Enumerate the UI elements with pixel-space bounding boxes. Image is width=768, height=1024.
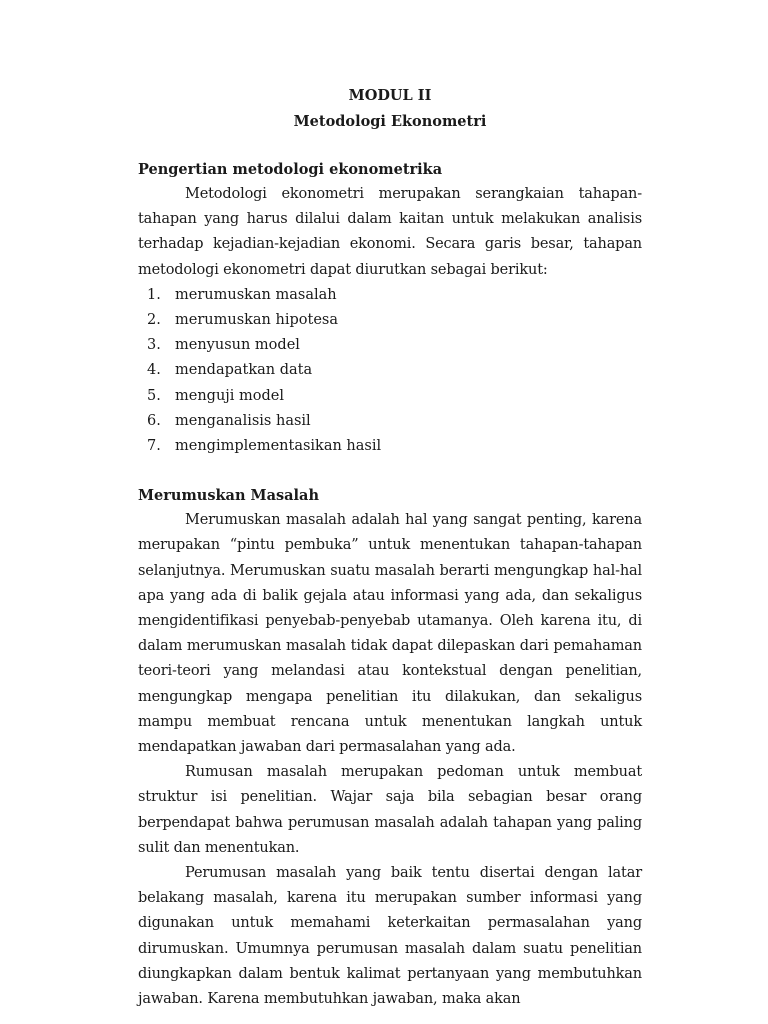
body-paragraph: Merumuskan masalah adalah hal yang sangat penting, karena merupakan “pintu pembuka” untuk menentukan tahapan-tahapan selanjutnya. Merumuskan suatu masalah berarti mengungkap hal-hal apa yang ada di balik gejala atau informasi yang ada, dan sekaligus mengidentifikasi penyebab-penyebab utamanya. Oleh karena itu, di dalam merumuskan masalah tidak dapat dilepaskan dari pemahaman teori-teori yang melandasi atau kontekstual dengan penelitian, mengungkap mengapa penelitian itu dilakukan, dan sekaligus mampu membuat rencana untuk menentukan langkah untuk mendapatkan jawaban dari permasalahan yang ada. <box>138 512 642 756</box>
module-title: MODUL II <box>348 87 432 104</box>
list-item <box>138 358 642 383</box>
list-item-text: menganalisis hasil <box>175 412 311 429</box>
body-paragraph: Rumusan masalah merupakan pedoman untuk membuat struktur isi penelitian. Wajar saja bila sebagian besar orang berpendapat bahwa perumusan masalah adalah tahapan yang paling sulit dan menentukan. <box>138 764 642 856</box>
list-item-text: menyusun model <box>175 337 300 354</box>
list-item-number: 1. <box>147 286 161 303</box>
module-subtitle: Metodologi Ekonometri <box>293 113 487 130</box>
list-item-text: mendapatkan data <box>175 362 313 379</box>
list-item <box>138 308 642 333</box>
list-item-number: 7. <box>147 438 161 455</box>
body-paragraph: Perumusan masalah yang baik tentu disertai dengan latar belakang masalah, karena itu merupakan sumber informasi yang digunakan untuk memahami keterkaitan permasalahan yang dirumuskan. Umumnya perumusan masalah dalam suatu penelitian diungkapkan dalam bentuk kalimat pertanyaan yang membutuhkan jawaban. Karena membutuhkan jawaban, maka akan <box>138 865 642 1008</box>
list-item-number: 4. <box>147 362 161 379</box>
document-page <box>138 84 642 1012</box>
list-item-number: 5. <box>147 387 161 404</box>
section-heading-pengertian: Pengertian metodologi ekonometrika <box>138 161 443 178</box>
list-item <box>138 434 642 459</box>
list-item-number: 6. <box>147 412 161 429</box>
list-item <box>138 333 642 358</box>
section-heading-merumuskan-masalah: Merumuskan Masalah <box>138 487 319 505</box>
list-item-text: mengimplementasikan hasil <box>175 438 382 455</box>
list-item <box>138 409 642 434</box>
methodology-steps-list <box>138 283 642 459</box>
list-item-text: menguji model <box>175 387 285 404</box>
intro-paragraph: Metodologi ekonometri merupakan serangkaian tahapan-tahapan yang harus dilalui dalam kaitan untuk melakukan analisis terhadap kejadian-kejadian ekonomi. Secara garis besar, tahapan metodologi ekonometri dapat diurutkan sebagai berikut: <box>138 186 642 278</box>
list-item-text: merumuskan masalah <box>175 286 337 303</box>
list-item-number: 3. <box>147 337 161 354</box>
list-item <box>138 384 642 409</box>
list-item-text: merumuskan hipotesa <box>175 312 338 329</box>
list-item <box>138 283 642 308</box>
list-item-number: 2. <box>147 312 161 329</box>
